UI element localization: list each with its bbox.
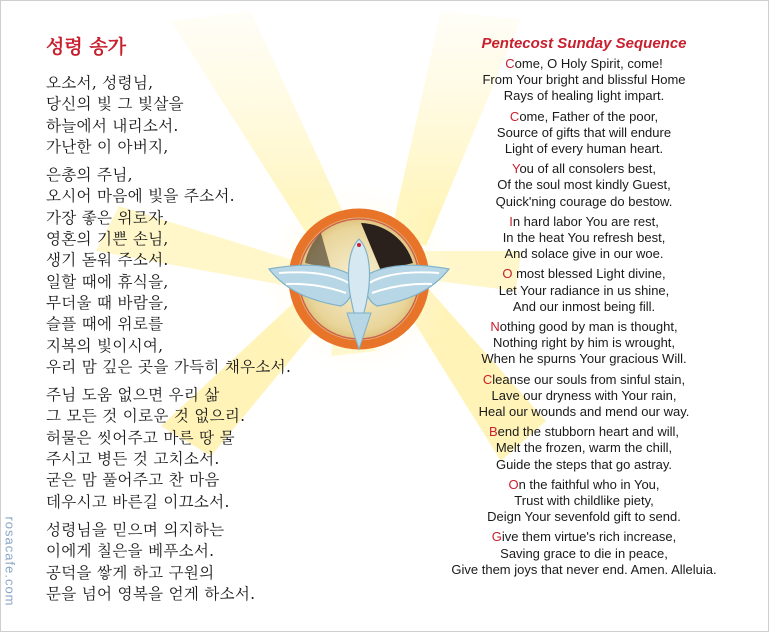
korean-line: 가장 좋은 위로자, bbox=[46, 208, 169, 227]
english-line: When he spurns Your gracious Will. bbox=[481, 351, 687, 367]
english-first-line bbox=[409, 372, 759, 388]
stanza-initial: C bbox=[482, 371, 493, 387]
english-line: Deign Your sevenfold gift to send. bbox=[487, 509, 681, 525]
english-line: Let Your radiance in us shine, bbox=[498, 282, 670, 298]
korean-line: 하늘에서 내리소서. bbox=[46, 116, 179, 135]
korean-line: 오소서, 성령님, bbox=[46, 74, 154, 92]
english-stanza bbox=[409, 109, 759, 158]
korean-stanzas bbox=[46, 73, 376, 605]
english-first-line bbox=[409, 424, 759, 440]
watermark-text: rosacafe.com bbox=[2, 515, 18, 607]
korean-line: 그 모든 것 이로운 것 없으리. bbox=[46, 407, 246, 426]
english-stanza bbox=[409, 56, 759, 105]
english-line: From Your bright and blissful Home bbox=[482, 72, 686, 88]
english-stanzas bbox=[409, 56, 759, 578]
english-line: Trust with childlike piety, bbox=[514, 493, 654, 509]
english-line: Guide the steps that go astray. bbox=[495, 456, 673, 472]
english-line: Of the soul most kindly Guest, bbox=[497, 177, 671, 193]
english-sequence bbox=[409, 35, 759, 582]
english-line: Saving grace to die in peace, bbox=[500, 545, 668, 561]
korean-stanza bbox=[46, 520, 376, 605]
english-line-rest: leanse our souls from sinful stain, bbox=[492, 371, 686, 387]
english-line: Source of gifts that will endure bbox=[496, 124, 672, 140]
stanza-initial: Y bbox=[511, 161, 520, 177]
korean-line: 일할 때에 휴식을, bbox=[46, 272, 169, 291]
english-line: Nothing right by him is wrought, bbox=[492, 335, 676, 351]
english-first-line bbox=[409, 214, 759, 230]
korean-line: 이에게 칠은을 베푸소서. bbox=[46, 542, 215, 561]
korean-line: 지복의 빛이시여, bbox=[46, 336, 164, 355]
korean-line: 굳은 맘 풀어주고 찬 마음 bbox=[46, 471, 220, 490]
korean-line: 영혼의 기쁜 손님, bbox=[46, 230, 169, 249]
stanza-initial: O bbox=[502, 266, 513, 282]
english-stanza bbox=[409, 266, 759, 315]
english-stanza bbox=[409, 319, 759, 368]
korean-line: 우리 맘 깊은 곳을 가득히 채우소서. bbox=[46, 357, 292, 376]
stanza-initial: B bbox=[488, 424, 498, 440]
korean-line: 오시어 마음에 빛을 주소서. bbox=[46, 187, 235, 206]
english-line: Heal our wounds and mend our way. bbox=[478, 404, 690, 420]
korean-title: 성령 송가 bbox=[46, 36, 127, 58]
english-line: Light of every human heart. bbox=[504, 141, 664, 157]
watermark bbox=[0, 501, 21, 621]
korean-line: 주시고 병든 것 고치소서. bbox=[46, 450, 220, 469]
english-line-rest: othing good by man is thought, bbox=[499, 319, 678, 335]
korean-stanza bbox=[46, 385, 376, 513]
korean-hymn bbox=[46, 35, 376, 612]
english-stanza bbox=[409, 529, 759, 578]
english-stanza bbox=[409, 214, 759, 263]
stanza-initial: C bbox=[509, 108, 520, 124]
english-title: Pentecost Sunday Sequence bbox=[481, 35, 687, 52]
korean-line: 생기 돋워 주소서. bbox=[46, 251, 169, 270]
korean-line: 데우시고 바른길 이끄소서. bbox=[46, 492, 230, 511]
english-line: And our inmost being fill. bbox=[512, 298, 656, 314]
korean-line: 슬플 때에 위로를 bbox=[46, 315, 164, 334]
english-first-line bbox=[409, 109, 759, 125]
english-line: In the heat You refresh best, bbox=[502, 230, 666, 246]
english-line-rest: ou of all consolers best, bbox=[519, 161, 657, 177]
stanza-initial: I bbox=[509, 213, 513, 229]
english-line-rest: ome, O Holy Spirit, come! bbox=[514, 56, 663, 71]
korean-line: 당신의 빛 그 빛살을 bbox=[46, 95, 184, 114]
stanza-initial: C bbox=[505, 56, 515, 71]
english-line-rest: most blessed Light divine, bbox=[512, 266, 666, 282]
english-stanza bbox=[409, 372, 759, 421]
english-line: And solace give in our woe. bbox=[504, 246, 664, 262]
stanza-initial: O bbox=[508, 476, 519, 492]
english-line: Rays of healing light impart. bbox=[503, 88, 665, 104]
english-first-line bbox=[409, 266, 759, 282]
korean-line: 가난한 이 아버지, bbox=[46, 137, 169, 156]
english-line-rest: n hard labor You are rest, bbox=[512, 213, 659, 229]
korean-line: 문을 넘어 영복을 얻게 하소서. bbox=[46, 584, 256, 603]
korean-line: 은총의 주님, bbox=[46, 166, 133, 185]
korean-line: 성령님을 믿으며 의지하는 bbox=[46, 520, 225, 539]
english-first-line bbox=[409, 161, 759, 177]
english-first-line bbox=[409, 56, 759, 72]
english-line-rest: end the stubborn heart and will, bbox=[497, 424, 680, 440]
korean-line: 무더울 때 바람을, bbox=[46, 293, 169, 312]
english-stanza bbox=[409, 161, 759, 210]
korean-stanza bbox=[46, 73, 376, 158]
english-line: Quick'ning courage do bestow. bbox=[495, 193, 673, 209]
english-line: Lave our dryness with Your rain, bbox=[491, 387, 677, 403]
korean-line: 주님 도움 없으면 우리 삶 bbox=[46, 386, 220, 405]
english-first-line bbox=[409, 529, 759, 545]
english-stanza bbox=[409, 424, 759, 473]
english-line-rest: ome, Father of the poor, bbox=[519, 108, 659, 124]
stanza-initial: G bbox=[491, 529, 502, 545]
english-stanza bbox=[409, 477, 759, 526]
korean-stanza bbox=[46, 165, 376, 378]
stanza-initial: N bbox=[490, 319, 500, 335]
english-line-rest: n the faithful who in You, bbox=[518, 476, 660, 492]
english-first-line bbox=[409, 319, 759, 335]
korean-line: 허물은 씻어주고 마른 땅 물 bbox=[46, 428, 235, 447]
korean-line: 공덕을 쌓게 하고 구원의 bbox=[46, 563, 215, 582]
english-line: Melt the frozen, warm the chill, bbox=[495, 440, 673, 456]
english-line-rest: ive them virtue's rich increase, bbox=[501, 529, 677, 545]
english-line: Give them joys that never end. Amen. Alleluia. bbox=[451, 561, 717, 577]
english-first-line bbox=[409, 477, 759, 493]
